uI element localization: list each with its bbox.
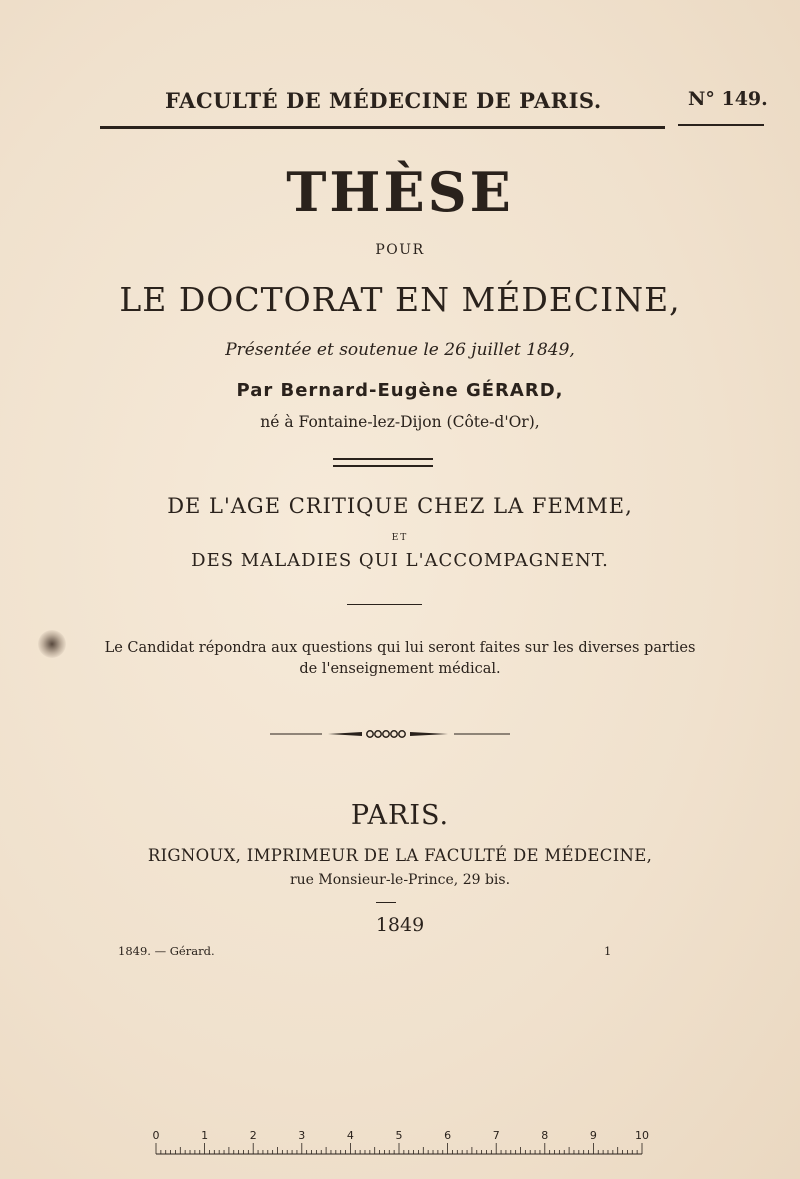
footer-signature: 1849. — Gérard. (118, 944, 215, 958)
birthplace-line: né à Fontaine-lez-Dijon (Côte-d'Or), (260, 413, 540, 431)
imprint-year: 1849 (375, 914, 425, 936)
measurement-scale (150, 1128, 650, 1164)
header-rule-short (678, 124, 764, 126)
imprint-rule (376, 902, 396, 903)
scale-label: 4 (346, 1129, 354, 1142)
scale-label: 10 (635, 1129, 649, 1142)
scale-label: 1 (201, 1129, 209, 1142)
ornament-divider (270, 724, 510, 744)
thesis-title: THÈSE (286, 160, 514, 224)
pour-label: POUR (375, 242, 425, 258)
subject-conjunction: ET (391, 533, 409, 543)
scale-label: 0 (152, 1129, 160, 1142)
footer-page-number: 1 (604, 944, 612, 958)
candidate-note-line-1: Le Candidat répondra aux questions qui lui seront faites sur les diverses parties (104, 640, 696, 656)
scale-label: 7 (492, 1129, 500, 1142)
author-line: Par Bernard-Eugène GÉRARD, (236, 380, 564, 401)
section-rule (347, 604, 422, 605)
subject-line-2: DES MALADIES QUI L'ACCOMPAGNENT. (191, 550, 609, 571)
header-rule (100, 126, 665, 129)
scale-label: 8 (541, 1129, 549, 1142)
candidate-note (0, 638, 800, 680)
faculty-header: FACULTÉ DE MÉDECINE DE PARIS. (165, 88, 602, 113)
double-rule (333, 458, 433, 467)
degree-title: LE DOCTORAT EN MÉDECINE, (119, 280, 681, 319)
thesis-number: N° 149. (688, 88, 768, 110)
scale-label: 9 (589, 1129, 597, 1142)
candidate-note-line-2: de l'enseignement médical. (299, 661, 501, 677)
scale-label: 6 (444, 1129, 452, 1142)
imprint-city: PARIS. (350, 800, 450, 831)
imprint-printer: RIGNOUX, IMPRIMEUR DE LA FACULTÉ DE MÉDECINE, (147, 846, 653, 865)
scale-label: 3 (298, 1129, 306, 1142)
presentation-date: Présentée et soutenue le 26 juillet 1849, (225, 340, 575, 360)
subject-line-1: DE L'AGE CRITIQUE CHEZ LA FEMME, (167, 494, 633, 518)
imprint-address: rue Monsieur-le-Prince, 29 bis. (289, 872, 511, 888)
scale-label: 2 (249, 1129, 257, 1142)
scale-label: 5 (395, 1129, 403, 1142)
